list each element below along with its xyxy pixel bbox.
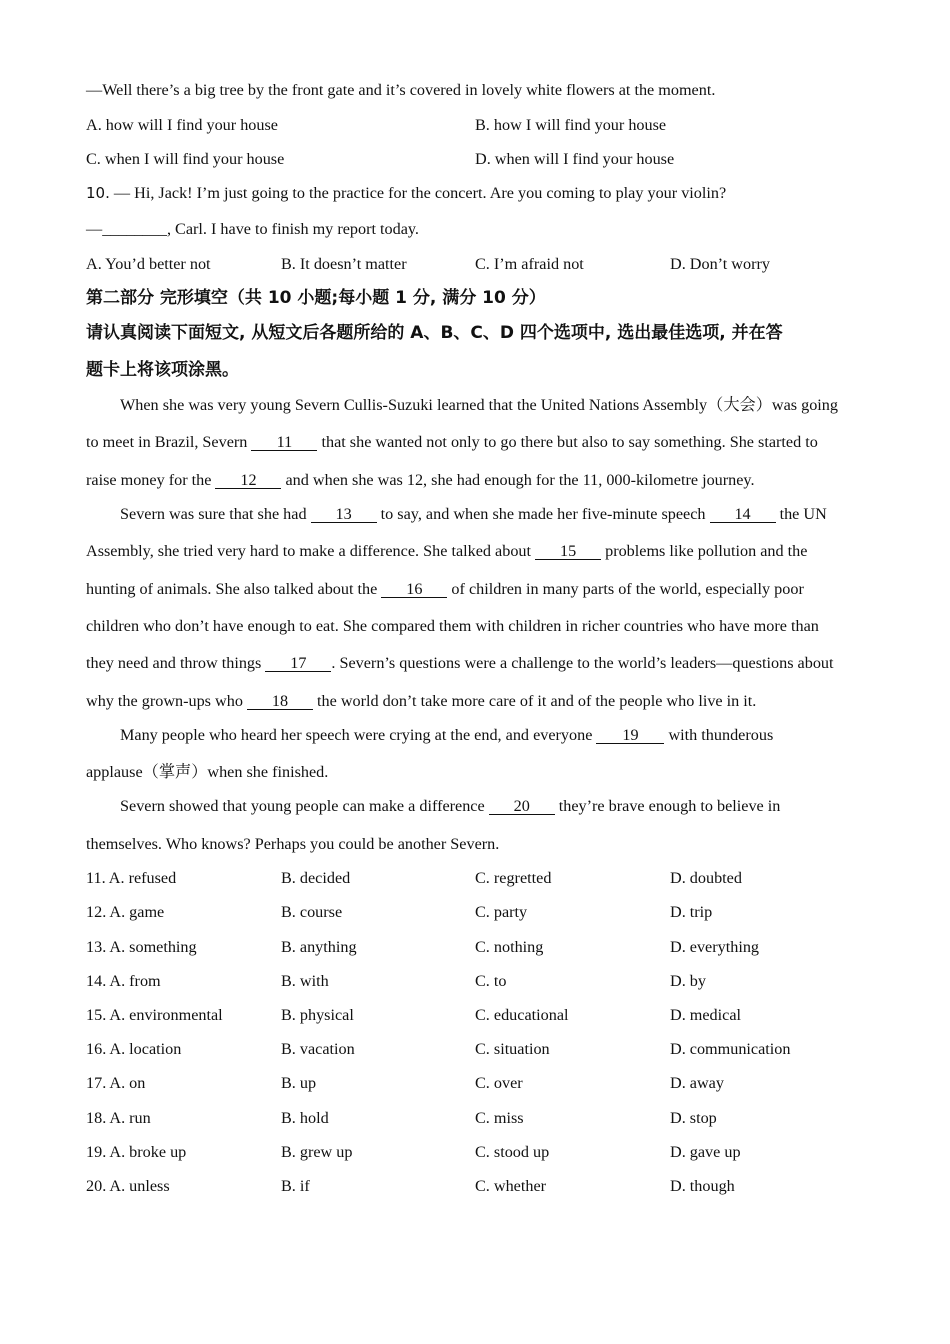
part2-title: 第二部分 完形填空（共 10 小题;每小题 1 分, 满分 10 分） xyxy=(86,288,546,308)
q9-option-a: A. how will I find your house xyxy=(86,116,278,134)
blank-11: 11 xyxy=(251,434,317,451)
choice-12-c: C. party xyxy=(475,903,528,921)
blank-19: 19 xyxy=(596,727,664,744)
choice-13-d: D. everything xyxy=(670,938,760,956)
choice-16-a: 16. A. location xyxy=(86,1040,182,1058)
choice-11-a: 11. A. refused xyxy=(86,869,177,887)
choice-15-a: 15. A. environmental xyxy=(86,1006,223,1024)
q9-option-d: D. when will I find your house xyxy=(475,150,675,168)
choice-11-c: C. regretted xyxy=(475,869,552,887)
q9-option-b: B. how I will find your house xyxy=(475,116,667,134)
q10-option-c: C. I’m afraid not xyxy=(475,255,584,273)
q10-question-text: — Hi, Jack! I’m just going to the practice for the concert. Are you coming to play your violin? xyxy=(109,184,727,202)
passage-p2-line1: Severn was sure that she had 13 to say, and when she made her five-minute speech 14 the UN xyxy=(120,505,827,523)
choice-19-d: D. gave up xyxy=(670,1143,741,1161)
q10-option-b: B. It doesn’t matter xyxy=(281,255,407,273)
passage-p2-line3: hunting of animals. She also talked about the 16 of children in many parts of the world, especially poor xyxy=(86,580,804,598)
choice-20-b: B. if xyxy=(281,1177,310,1195)
choice-14-a: 14. A. from xyxy=(86,972,161,990)
choice-18-c: C. miss xyxy=(475,1109,524,1127)
choice-15-b: B. physical xyxy=(281,1006,354,1024)
passage-p2-line5: they need and throw things 17 . Severn’s questions were a challenge to the world’s leaders—questions about xyxy=(86,654,834,672)
choice-16-b: B. vacation xyxy=(281,1040,355,1058)
passage-p4-line2: themselves. Who knows? Perhaps you could be another Severn. xyxy=(86,835,500,853)
blank-12: 12 xyxy=(215,472,281,489)
blank-17: 17 xyxy=(265,655,331,672)
passage-p2-line6: why the grown-ups who 18 the world don’t take more care of it and of the people who live in it. xyxy=(86,692,757,710)
choice-15-d: D. medical xyxy=(670,1006,742,1024)
choice-13-a: 13. A. something xyxy=(86,938,197,956)
passage-p3-line2: applause（掌声）when she finished. xyxy=(86,763,329,781)
passage-p1-line1: When she was very young Severn Cullis-Suzuki learned that the United Nations Assembly（大会）was going xyxy=(120,396,838,414)
choice-17-c: C. over xyxy=(475,1074,523,1092)
blank-16: 16 xyxy=(381,581,447,598)
q10-number: 10. xyxy=(86,184,110,202)
q9-option-c: C. when I will find your house xyxy=(86,150,285,168)
choice-19-b: B. grew up xyxy=(281,1143,353,1161)
choice-14-d: D. by xyxy=(670,972,706,990)
choice-16-d: D. communication xyxy=(670,1040,791,1058)
choice-17-d: D. away xyxy=(670,1074,724,1092)
choice-18-a: 18. A. run xyxy=(86,1109,151,1127)
choice-17-b: B. up xyxy=(281,1074,317,1092)
choice-20-c: C. whether xyxy=(475,1177,547,1195)
choice-11-d: D. doubted xyxy=(670,869,742,887)
q10-option-a: A. You’d better not xyxy=(86,255,211,273)
blank-13: 13 xyxy=(311,506,377,523)
passage-p4-line1: Severn showed that young people can make a difference 20 they’re brave enough to believe in xyxy=(120,797,781,815)
passage-p3-line1: Many people who heard her speech were crying at the end, and everyone 19 with thunderous xyxy=(120,726,774,744)
choice-12-d: D. trip xyxy=(670,903,713,921)
part2-instruction-line2: 题卡上将该项涂黑。 xyxy=(86,360,239,380)
q9-answer-line: —Well there’s a big tree by the front gate and it’s covered in lovely white flowers at the moment. xyxy=(86,81,716,99)
blank-20: 20 xyxy=(489,798,555,815)
passage-p2-line2: Assembly, she tried very hard to make a difference. She talked about 15 problems like pollution and the xyxy=(86,542,808,560)
choice-14-b: B. with xyxy=(281,972,329,990)
blank-14: 14 xyxy=(710,506,776,523)
choice-13-c: C. nothing xyxy=(475,938,544,956)
choice-20-a: 20. A. unless xyxy=(86,1177,170,1195)
choice-19-c: C. stood up xyxy=(475,1143,550,1161)
q10-question xyxy=(86,183,726,203)
q10-reply: —________, Carl. I have to finish my report today. xyxy=(86,220,419,238)
choice-14-c: C. to xyxy=(475,972,507,990)
passage-p2-line4: children who don’t have enough to eat. She compared them with children in richer countries who have more than xyxy=(86,617,819,635)
choice-17-a: 17. A. on xyxy=(86,1074,146,1092)
choice-20-d: D. though xyxy=(670,1177,735,1195)
blank-15: 15 xyxy=(535,543,601,560)
choice-18-d: D. stop xyxy=(670,1109,717,1127)
choice-15-c: C. educational xyxy=(475,1006,569,1024)
part2-instruction-line1: 请认真阅读下面短文, 从短文后各题所给的 A、B、C、D 四个选项中, 选出最佳选项, 并在答 xyxy=(86,323,783,343)
blank-18: 18 xyxy=(247,693,313,710)
choice-11-b: B. decided xyxy=(281,869,351,887)
passage-p1-line3: raise money for the 12 and when she was 12, she had enough for the 11, 000-kilometre journey. xyxy=(86,471,755,489)
choice-18-b: B. hold xyxy=(281,1109,329,1127)
passage-p1-line2: to meet in Brazil, Severn 11 that she wanted not only to go there but also to say something. She started to xyxy=(86,433,818,451)
choice-12-a: 12. A. game xyxy=(86,903,165,921)
choice-13-b: B. anything xyxy=(281,938,357,956)
q10-option-d: D. Don’t worry xyxy=(670,255,770,273)
choice-12-b: B. course xyxy=(281,903,343,921)
choice-16-c: C. situation xyxy=(475,1040,550,1058)
choice-19-a: 19. A. broke up xyxy=(86,1143,187,1161)
